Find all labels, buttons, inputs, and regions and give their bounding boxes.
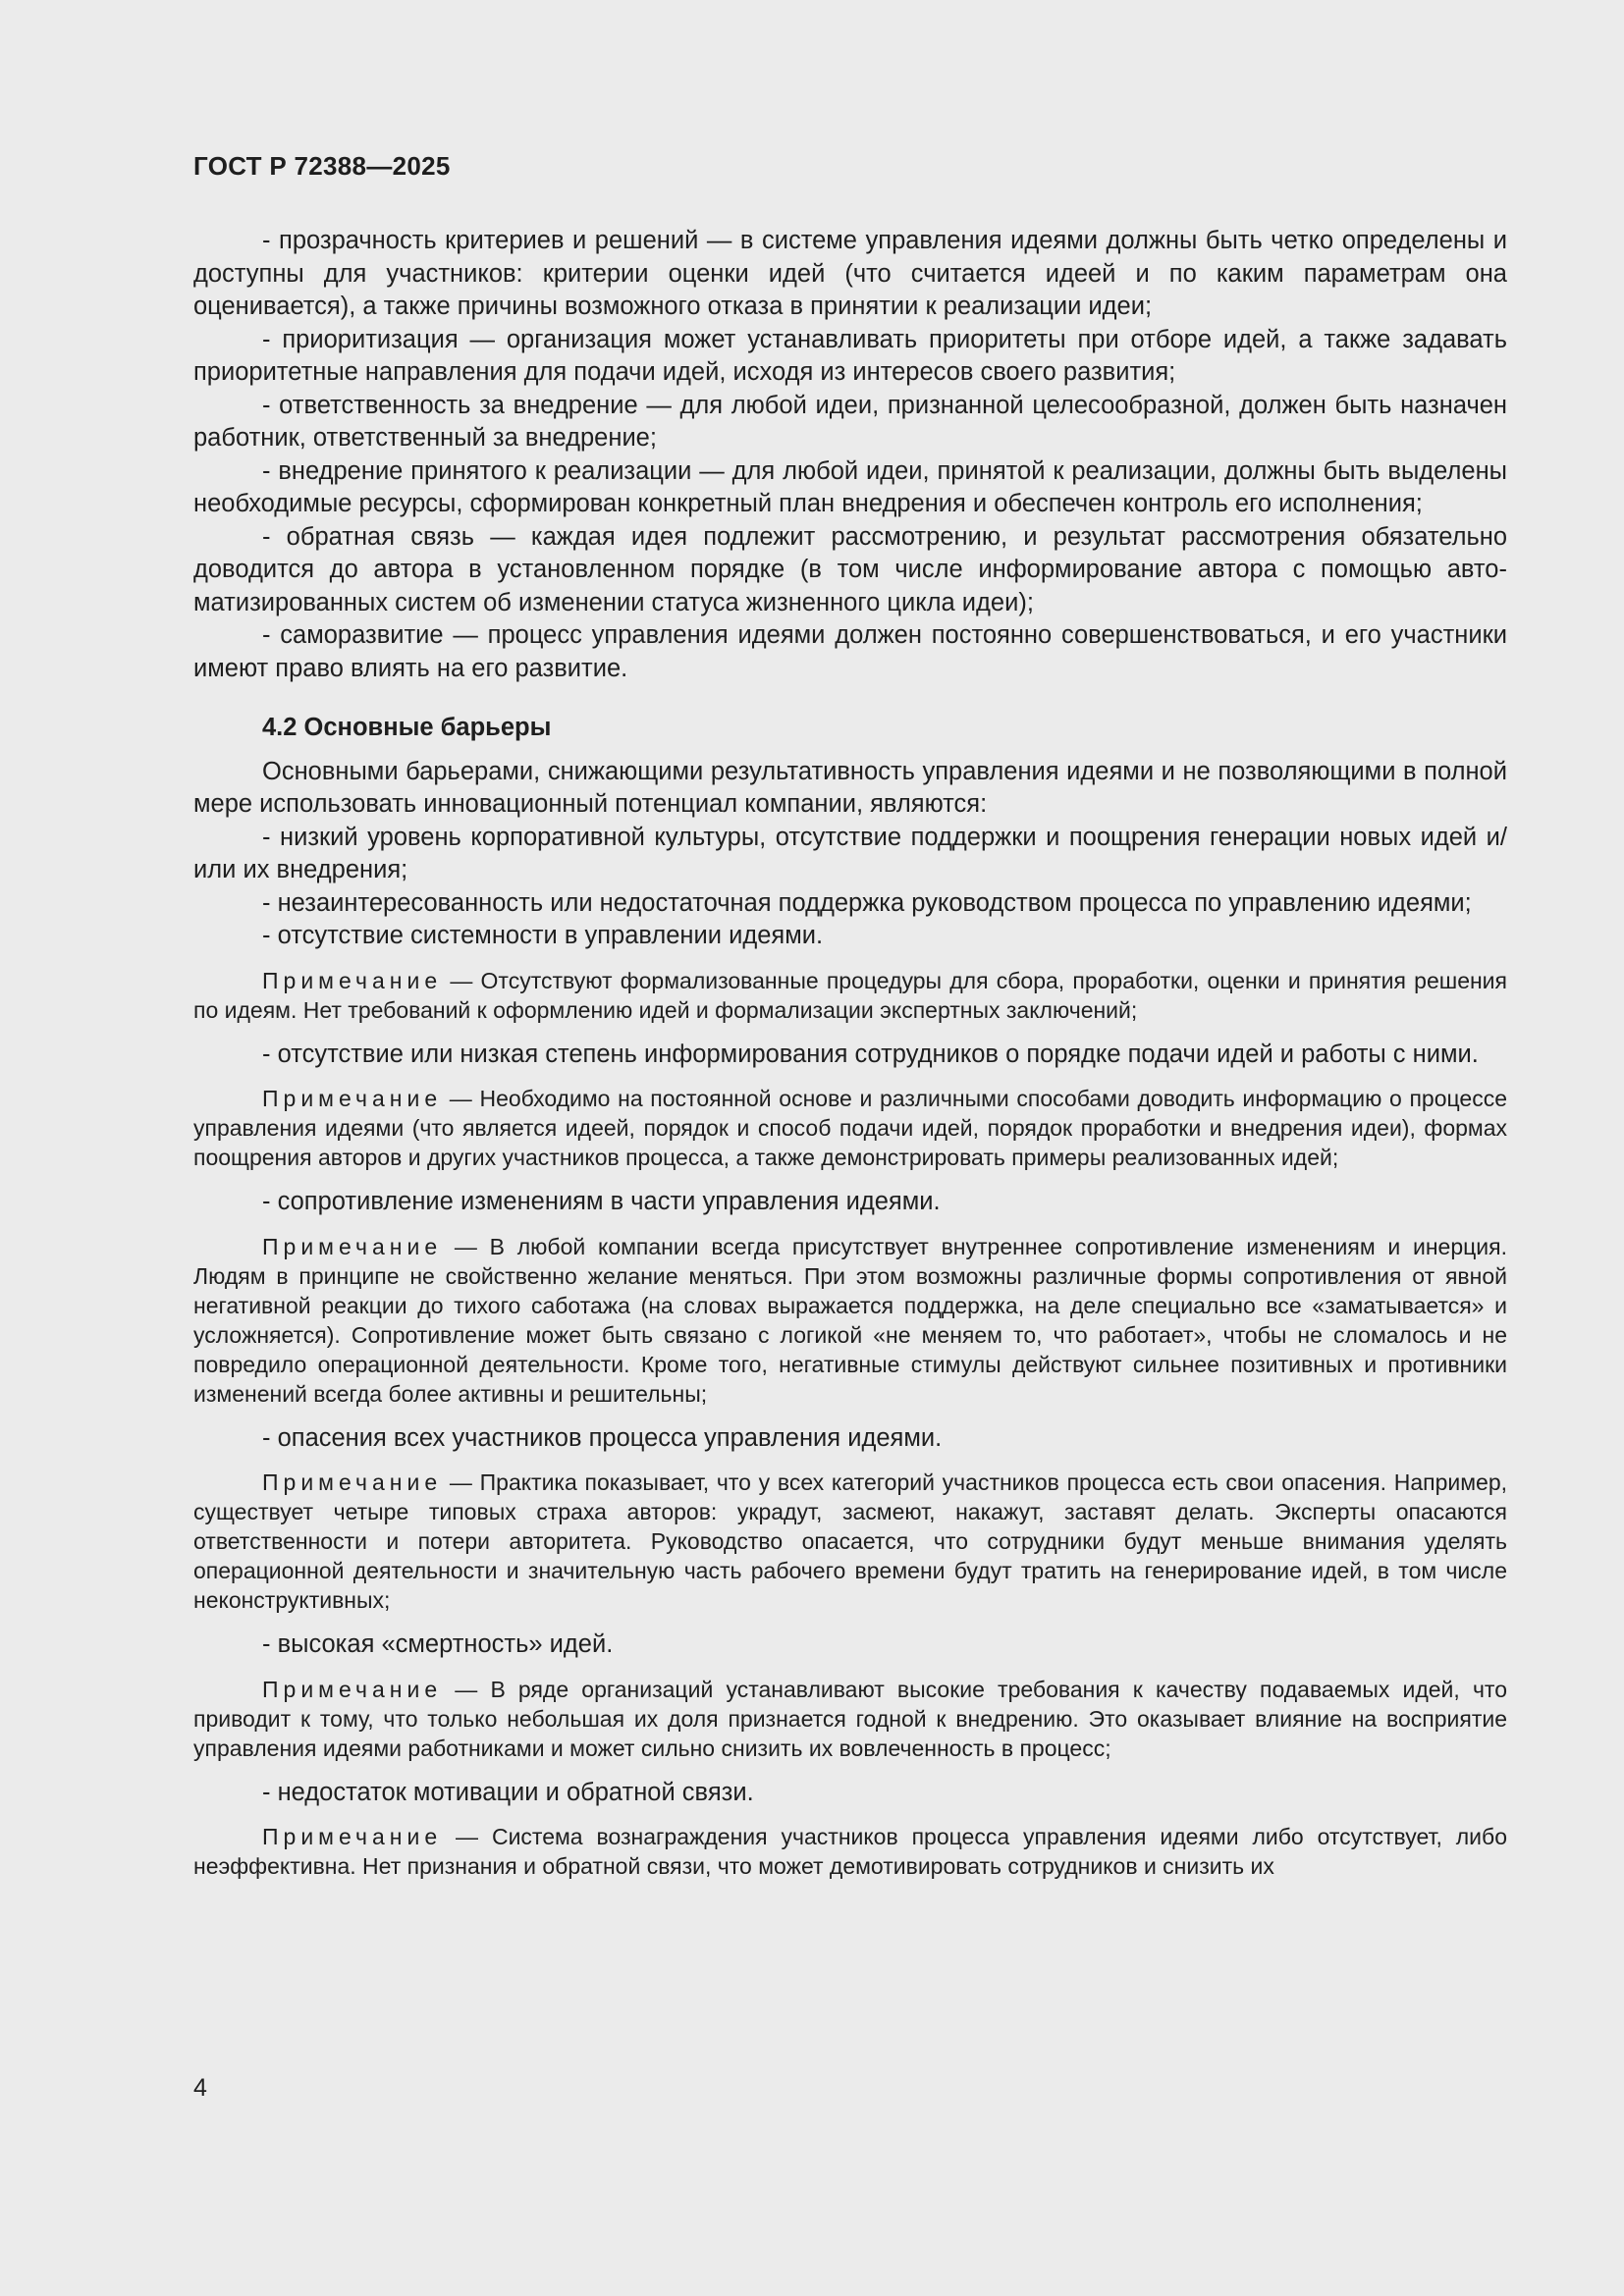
note [193,1084,1507,1172]
note-text: — В ряде организаций устанавливают высокие требования к качеству подаваемых идей, что приводит к тому, что только небольшая их доля признается годной к внедрению. Это оказывает влияние на восприятие управления идеями работниками и может сильно снизить их вовлеченность в процесс; [193,1676,1507,1761]
note [193,1468,1507,1615]
note [193,1232,1507,1409]
barrier-item: - опасения всех участников процесса управления идеями. [262,1423,943,1452]
barrier-item: - незаинтересованность или недостаточная поддержка руководством процесса по управлению идеями; [262,888,1472,917]
barrier-item: - отсутствие системности в управлении идеями. [262,922,824,949]
note-text: — Необходимо на постоянной основе и различными способами доводить информацию о процессе управления идеями (что является идеей, порядок и способ подачи идей, порядок проработки и внедрения идеи), формах поощрения авторов и других участников процесса, а также демонстрировать примеры реализованных идей; [193,1086,1507,1170]
section-intro: Основными барьерами, снижающими результативность управления идеями и не позволяющими в полной мере использовать инновационный потенциал компании, являются: [193,757,1507,818]
barrier-item: - недостаток мотивации и обратной связи. [262,1778,754,1806]
document-header: ГОСТ Р 72388—2025 [193,151,451,181]
principle-item: - саморазвитие — процесс управления идеями должен постоянно совершенствоваться, и его участники имеют право влиять на его развитие. [193,621,1507,682]
note-text: — Система вознаграждения участников процесса управления идеями либо отсутствует, либо неэффективна. Нет признания и обратной связи, что может демотивировать сотрудников и снизить их [193,1824,1507,1879]
note [193,1822,1507,1881]
barrier-item: - отсутствие или низкая степень информирования сотрудников о порядке подачи идей и работы с ними. [262,1040,1479,1068]
barrier-item: - высокая «смертность» идей. [262,1630,614,1658]
note-text: — Отсутствуют формализованные процедуры для сбора, проработки, оценки и принятия решения по идеям. Нет требований к оформлению идей и формализации экспертных заключений; [193,967,1507,1023]
section-heading: 4.2 Основные барьеры [262,714,552,741]
note [193,1675,1507,1763]
barrier-item: - сопротивление изменениям в части управления идеями. [262,1188,941,1215]
note-label: Примечание [262,1086,443,1111]
note-label: Примечание [262,1824,443,1849]
page-number: 4 [193,2074,207,2102]
note-text: — Практика показывает, что у всех категорий участников процесса есть свои опасения. Например, существует четыре типовых страха авторов: украдут, засмеют, накажут, заставят делать. Эксперты опасаются ответственности и потери авторитета. Руководство опасается, что сотрудники будут меньше внимания уделять операционной деятельности и значительную часть рабочего времени будут тратить на генерирование идей, в том числе неконструктивных; [193,1469,1507,1613]
note [193,966,1507,1025]
principle-item: - внедрение принятого к реализации — для любой идеи, принятой к реализации, должны быть выделены необходимые ресурсы, сформирован конкретный план внедрения и обеспечен контроль его исполнения; [193,456,1507,517]
barrier-item: - низкий уровень корпоративной культуры, отсутствие поддержки и поощрения генерации новых идей и/или их внедрения; [193,823,1507,883]
note-label: Примечание [262,1233,443,1259]
principle-item: - ответственность за внедрение — для любой идеи, признанной целесообразной, должен быть назначен работник, ответственный за внедрение; [193,391,1507,452]
principle-item: - обратная связь — каждая идея подлежит рассмотрению, и результат рассмотрения обязательно доводится до автора в установленном порядке (в том числе информирование автора с помощью автоматизированных систем об изменении статуса жизненного цикла идеи); [193,522,1507,616]
principle-item: - прозрачность критериев и решений — в системе управления идеями должны быть четко определены и доступны для участников: критерии оценки идей (что считается идеей и по каким параметрам она оценивается), а также причины возможного отказа в принятии к реализации идеи; [193,227,1507,320]
note-label: Примечание [262,1469,443,1495]
note-label: Примечание [262,1676,443,1702]
principle-item: - приоритизация — организация может устанавливать приоритеты при отборе идей, а также задавать приоритетные направления для подачи идей, исходя из интересов своего развития; [193,325,1507,386]
page-content [193,225,1507,1881]
note-label: Примечание [262,967,443,993]
note-text: — В любой компании всегда присутствует внутреннее сопротивление изменениям и инерция. Людям в принципе не свойственно желание меняться. При этом возможны различные формы сопротивления от явной негативной реакции до тихого саботажа (на словах выражается поддержка, на деле специально все «заматывается» и усложняется). Сопротивление может быть связано с логикой «не меняем то, что работает», чтобы не сломалось и не повредило операционной деятельности. Кроме того, негативные стимулы действуют сильнее позитивных и противники изменений всегда более активны и решительны; [193,1233,1507,1407]
